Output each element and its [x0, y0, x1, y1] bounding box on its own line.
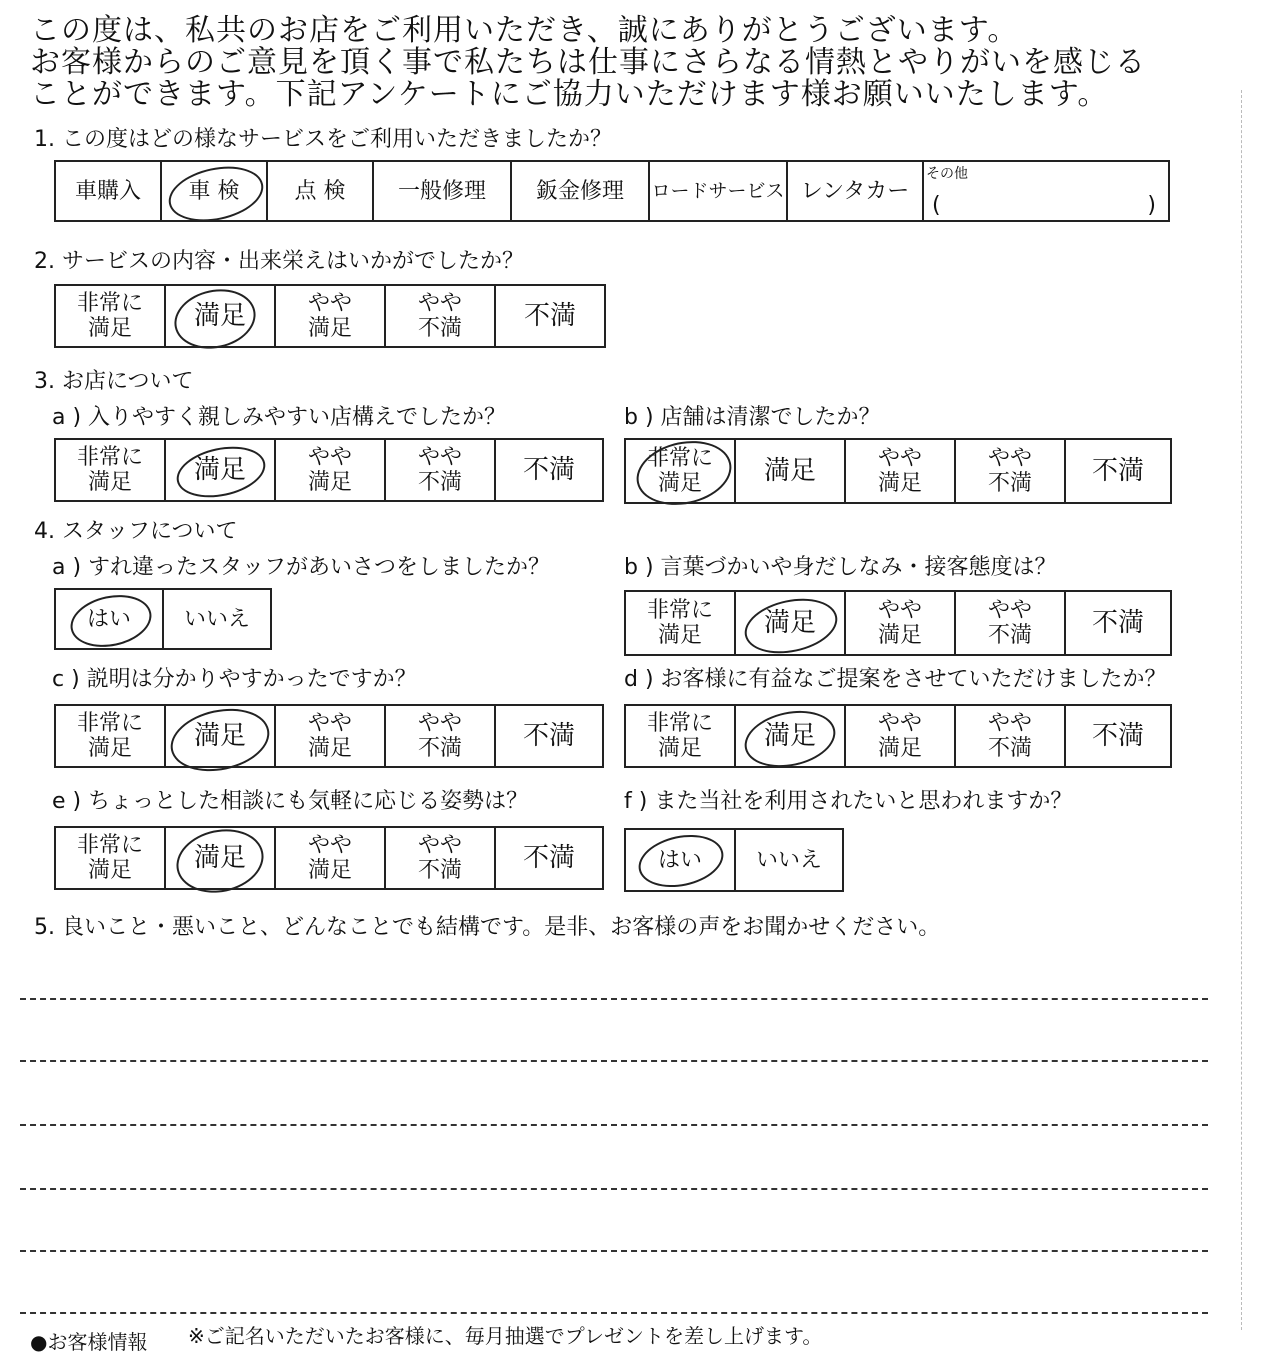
option-label: 非常に	[76, 291, 143, 316]
q1-option-shaken[interactable]	[162, 162, 268, 220]
option-label-2: 満足	[877, 623, 922, 648]
q4d-option-somewhat-dissatisfied[interactable]	[956, 706, 1066, 766]
comment-line-2[interactable]	[20, 1060, 1208, 1062]
option-label: やや	[417, 711, 462, 736]
q2-option-dissatisfied[interactable]	[496, 286, 604, 346]
question-3b: b ) 店舗は清潔でしたか？	[624, 405, 881, 430]
option-label: はい	[657, 847, 702, 873]
other-label: その他	[926, 166, 968, 182]
option-label: やや	[877, 446, 922, 471]
option-label-2: 満足	[87, 736, 132, 761]
q3a-option-very-satisfied[interactable]	[56, 440, 166, 500]
q3a-option-satisfied[interactable]	[166, 440, 276, 500]
q2-options	[54, 284, 606, 348]
q4a-option-yes[interactable]	[56, 590, 164, 648]
question-4a: a ) すれ違ったスタッフがあいさつをしましたか？	[52, 555, 551, 580]
q4c-option-somewhat-satisfied[interactable]	[276, 706, 386, 766]
q4d-option-very-satisfied[interactable]	[626, 706, 736, 766]
q2-option-somewhat-satisfied[interactable]	[276, 286, 386, 346]
option-label: 車購入	[74, 178, 141, 204]
question-1: 1. この度はどの様なサービスをご利用いただきましたか？	[34, 127, 612, 152]
option-label: 鈑金修理	[535, 178, 624, 204]
option-label: 不満	[1091, 607, 1144, 638]
q4d-options	[624, 704, 1172, 768]
intro-line-2: お客様からのご意見を頂く事で私たちは仕事にさらなる情熱とやりがいを感じる	[30, 45, 1146, 80]
q4b-option-very-satisfied[interactable]	[626, 592, 736, 654]
q3a-options	[54, 438, 604, 502]
q2-option-satisfied[interactable]	[166, 286, 276, 346]
option-label: やや	[417, 291, 462, 316]
comment-line-4[interactable]	[20, 1188, 1208, 1190]
option-label: やや	[987, 711, 1032, 736]
q2-option-very-satisfied[interactable]	[56, 286, 166, 346]
option-label-2: 満足	[307, 736, 352, 761]
question-3-heading: 3. お店について	[34, 369, 194, 394]
q4b-option-somewhat-dissatisfied[interactable]	[956, 592, 1066, 654]
q4c-option-somewhat-dissatisfied[interactable]	[386, 706, 496, 766]
q1-option-tenken[interactable]	[268, 162, 374, 220]
option-label: いいえ	[183, 606, 250, 632]
option-label-2: 満足	[307, 316, 352, 341]
intro-line-1: この度は、私共のお店をご利用いただき、誠にありがとうございます。	[30, 13, 1019, 48]
q3b-option-satisfied[interactable]	[736, 440, 846, 502]
option-label: 非常に	[76, 445, 143, 470]
option-label: 満足	[193, 454, 246, 485]
option-label-2: 不満	[987, 736, 1032, 761]
q4f-option-yes[interactable]	[626, 830, 736, 890]
option-label: 車 検	[188, 178, 240, 204]
q4c-option-dissatisfied[interactable]	[496, 706, 602, 766]
q4a-options	[54, 588, 272, 650]
q4c-option-very-satisfied[interactable]	[56, 706, 166, 766]
q4d-option-satisfied[interactable]	[736, 706, 846, 766]
option-label: はい	[86, 606, 131, 632]
intro-line-3: ことができます。下記アンケートにご協力いただけます様お願いいたします。	[30, 77, 1109, 112]
option-label: 非常に	[646, 446, 713, 471]
q3b-options	[624, 438, 1172, 504]
option-label: 不満	[522, 720, 575, 751]
option-label: ロードサービス	[651, 179, 785, 202]
option-label: 満足	[193, 300, 246, 331]
q4d-option-dissatisfied[interactable]	[1066, 706, 1170, 766]
option-label-2: 不満	[987, 471, 1032, 496]
option-label: 不満	[522, 454, 575, 485]
q4b-option-satisfied[interactable]	[736, 592, 846, 654]
q4b-option-dissatisfied[interactable]	[1066, 592, 1170, 654]
option-label: 非常に	[76, 833, 143, 858]
option-label: 不満	[523, 300, 576, 331]
option-label-2: 不満	[417, 316, 462, 341]
q4b-option-somewhat-satisfied[interactable]	[846, 592, 956, 654]
option-label-2: 不満	[417, 470, 462, 495]
question-5: 5. 良いこと・悪いこと、どんなことでも結構です。是非、お客様の声をお聞かせください。	[34, 915, 941, 940]
q3b-option-very-satisfied[interactable]	[626, 440, 736, 502]
q4e-option-somewhat-dissatisfied[interactable]	[386, 828, 496, 888]
option-label-2: 満足	[657, 736, 702, 761]
q4f-option-no[interactable]	[736, 830, 842, 890]
option-label: レンタカー	[800, 178, 910, 204]
option-label-2: 満足	[877, 471, 922, 496]
option-label-2: 満足	[307, 858, 352, 883]
q4a-option-no[interactable]	[164, 590, 270, 648]
option-label: いいえ	[755, 847, 822, 873]
option-label: 非常に	[646, 711, 713, 736]
q1-option-body-repair[interactable]	[512, 162, 650, 220]
option-label: 不満	[522, 842, 575, 873]
option-label: やや	[307, 291, 352, 316]
q3a-option-somewhat-dissatisfied[interactable]	[386, 440, 496, 500]
option-label: 満足	[763, 720, 816, 751]
option-label: 不満	[1091, 455, 1144, 486]
option-label-2: 満足	[307, 470, 352, 495]
option-label: やや	[987, 598, 1032, 623]
question-4f: f ) また当社を利用されたいと思われますか？	[624, 789, 1073, 814]
option-label: やや	[987, 446, 1032, 471]
q3b-option-somewhat-satisfied[interactable]	[846, 440, 956, 502]
option-label-2: 不満	[987, 623, 1032, 648]
option-label: 満足	[193, 720, 246, 751]
q4e-option-very-satisfied[interactable]	[56, 828, 166, 888]
footer-note: ※ご記名いただいたお客様に、毎月抽選でプレゼントを差し上げます。	[188, 1324, 823, 1348]
question-4e: e ) ちょっとした相談にも気軽に応じる姿勢は？	[52, 789, 529, 814]
option-label: やや	[307, 833, 352, 858]
option-label: 満足	[763, 455, 816, 486]
option-label: やや	[877, 711, 922, 736]
q3a-option-dissatisfied[interactable]	[496, 440, 602, 500]
option-label: 非常に	[646, 598, 713, 623]
option-label-2: 不満	[417, 736, 462, 761]
q4c-options	[54, 704, 604, 768]
option-label: 不満	[1091, 720, 1144, 751]
page-edge-line	[1241, 90, 1242, 1330]
option-label: 非常に	[76, 711, 143, 736]
q4e-options	[54, 826, 604, 890]
q4c-option-satisfied[interactable]	[166, 706, 276, 766]
other-open-paren: (	[932, 193, 941, 218]
q3b-option-dissatisfied[interactable]	[1066, 440, 1170, 502]
option-label-2: 満足	[87, 858, 132, 883]
option-label: 一般修理	[397, 178, 486, 204]
q4e-option-satisfied[interactable]	[166, 828, 276, 888]
option-label: 点 検	[294, 178, 346, 204]
q4d-option-somewhat-satisfied[interactable]	[846, 706, 956, 766]
q4e-option-dissatisfied[interactable]	[496, 828, 602, 888]
option-label: 満足	[763, 607, 816, 638]
q1-option-general-repair[interactable]	[374, 162, 512, 220]
comment-line-1[interactable]	[20, 998, 1208, 1000]
question-4-heading: 4. スタッフについて	[34, 519, 238, 544]
question-3a: a ) 入りやすく親しみやすい店構えでしたか？	[52, 405, 507, 430]
option-label-2: 不満	[417, 858, 462, 883]
q1-option-rental-car[interactable]	[788, 162, 924, 220]
option-label-2: 満足	[657, 623, 702, 648]
question-2: 2. サービスの内容・出来栄えはいかがでしたか？	[34, 249, 524, 274]
option-label-2: 満足	[877, 736, 922, 761]
option-label: やや	[417, 445, 462, 470]
q2-option-somewhat-dissatisfied[interactable]	[386, 286, 496, 346]
option-label: やや	[877, 598, 922, 623]
question-4b: b ) 言葉づかいや身だしなみ・接客態度は？	[624, 555, 1057, 580]
comment-line-5[interactable]	[20, 1250, 1208, 1252]
q4f-options	[624, 828, 844, 892]
q1-option-road-service[interactable]	[650, 162, 788, 220]
q1-option-other[interactable]	[924, 162, 1168, 220]
comment-line-3[interactable]	[20, 1124, 1208, 1126]
q3b-option-somewhat-dissatisfied[interactable]	[956, 440, 1066, 502]
option-label: やや	[307, 711, 352, 736]
option-label-2: 満足	[657, 471, 702, 496]
option-label: やや	[417, 833, 462, 858]
q3a-option-somewhat-satisfied[interactable]	[276, 440, 386, 500]
customer-info-heading: ●お客様情報	[30, 1330, 148, 1354]
other-close-paren: )	[1147, 193, 1156, 218]
option-label: 満足	[193, 842, 246, 873]
option-label-2: 満足	[87, 470, 132, 495]
q1-option-car-purchase[interactable]	[56, 162, 162, 220]
q4b-options	[624, 590, 1172, 656]
q1-options	[54, 160, 1170, 222]
question-4d: d ) お客様に有益なご提案をさせていただけましたか？	[624, 667, 1167, 692]
option-label: やや	[307, 445, 352, 470]
option-label-2: 満足	[87, 316, 132, 341]
q4e-option-somewhat-satisfied[interactable]	[276, 828, 386, 888]
comment-line-6[interactable]	[20, 1312, 1208, 1314]
question-4c: c ) 説明は分かりやすかったですか？	[52, 667, 417, 692]
